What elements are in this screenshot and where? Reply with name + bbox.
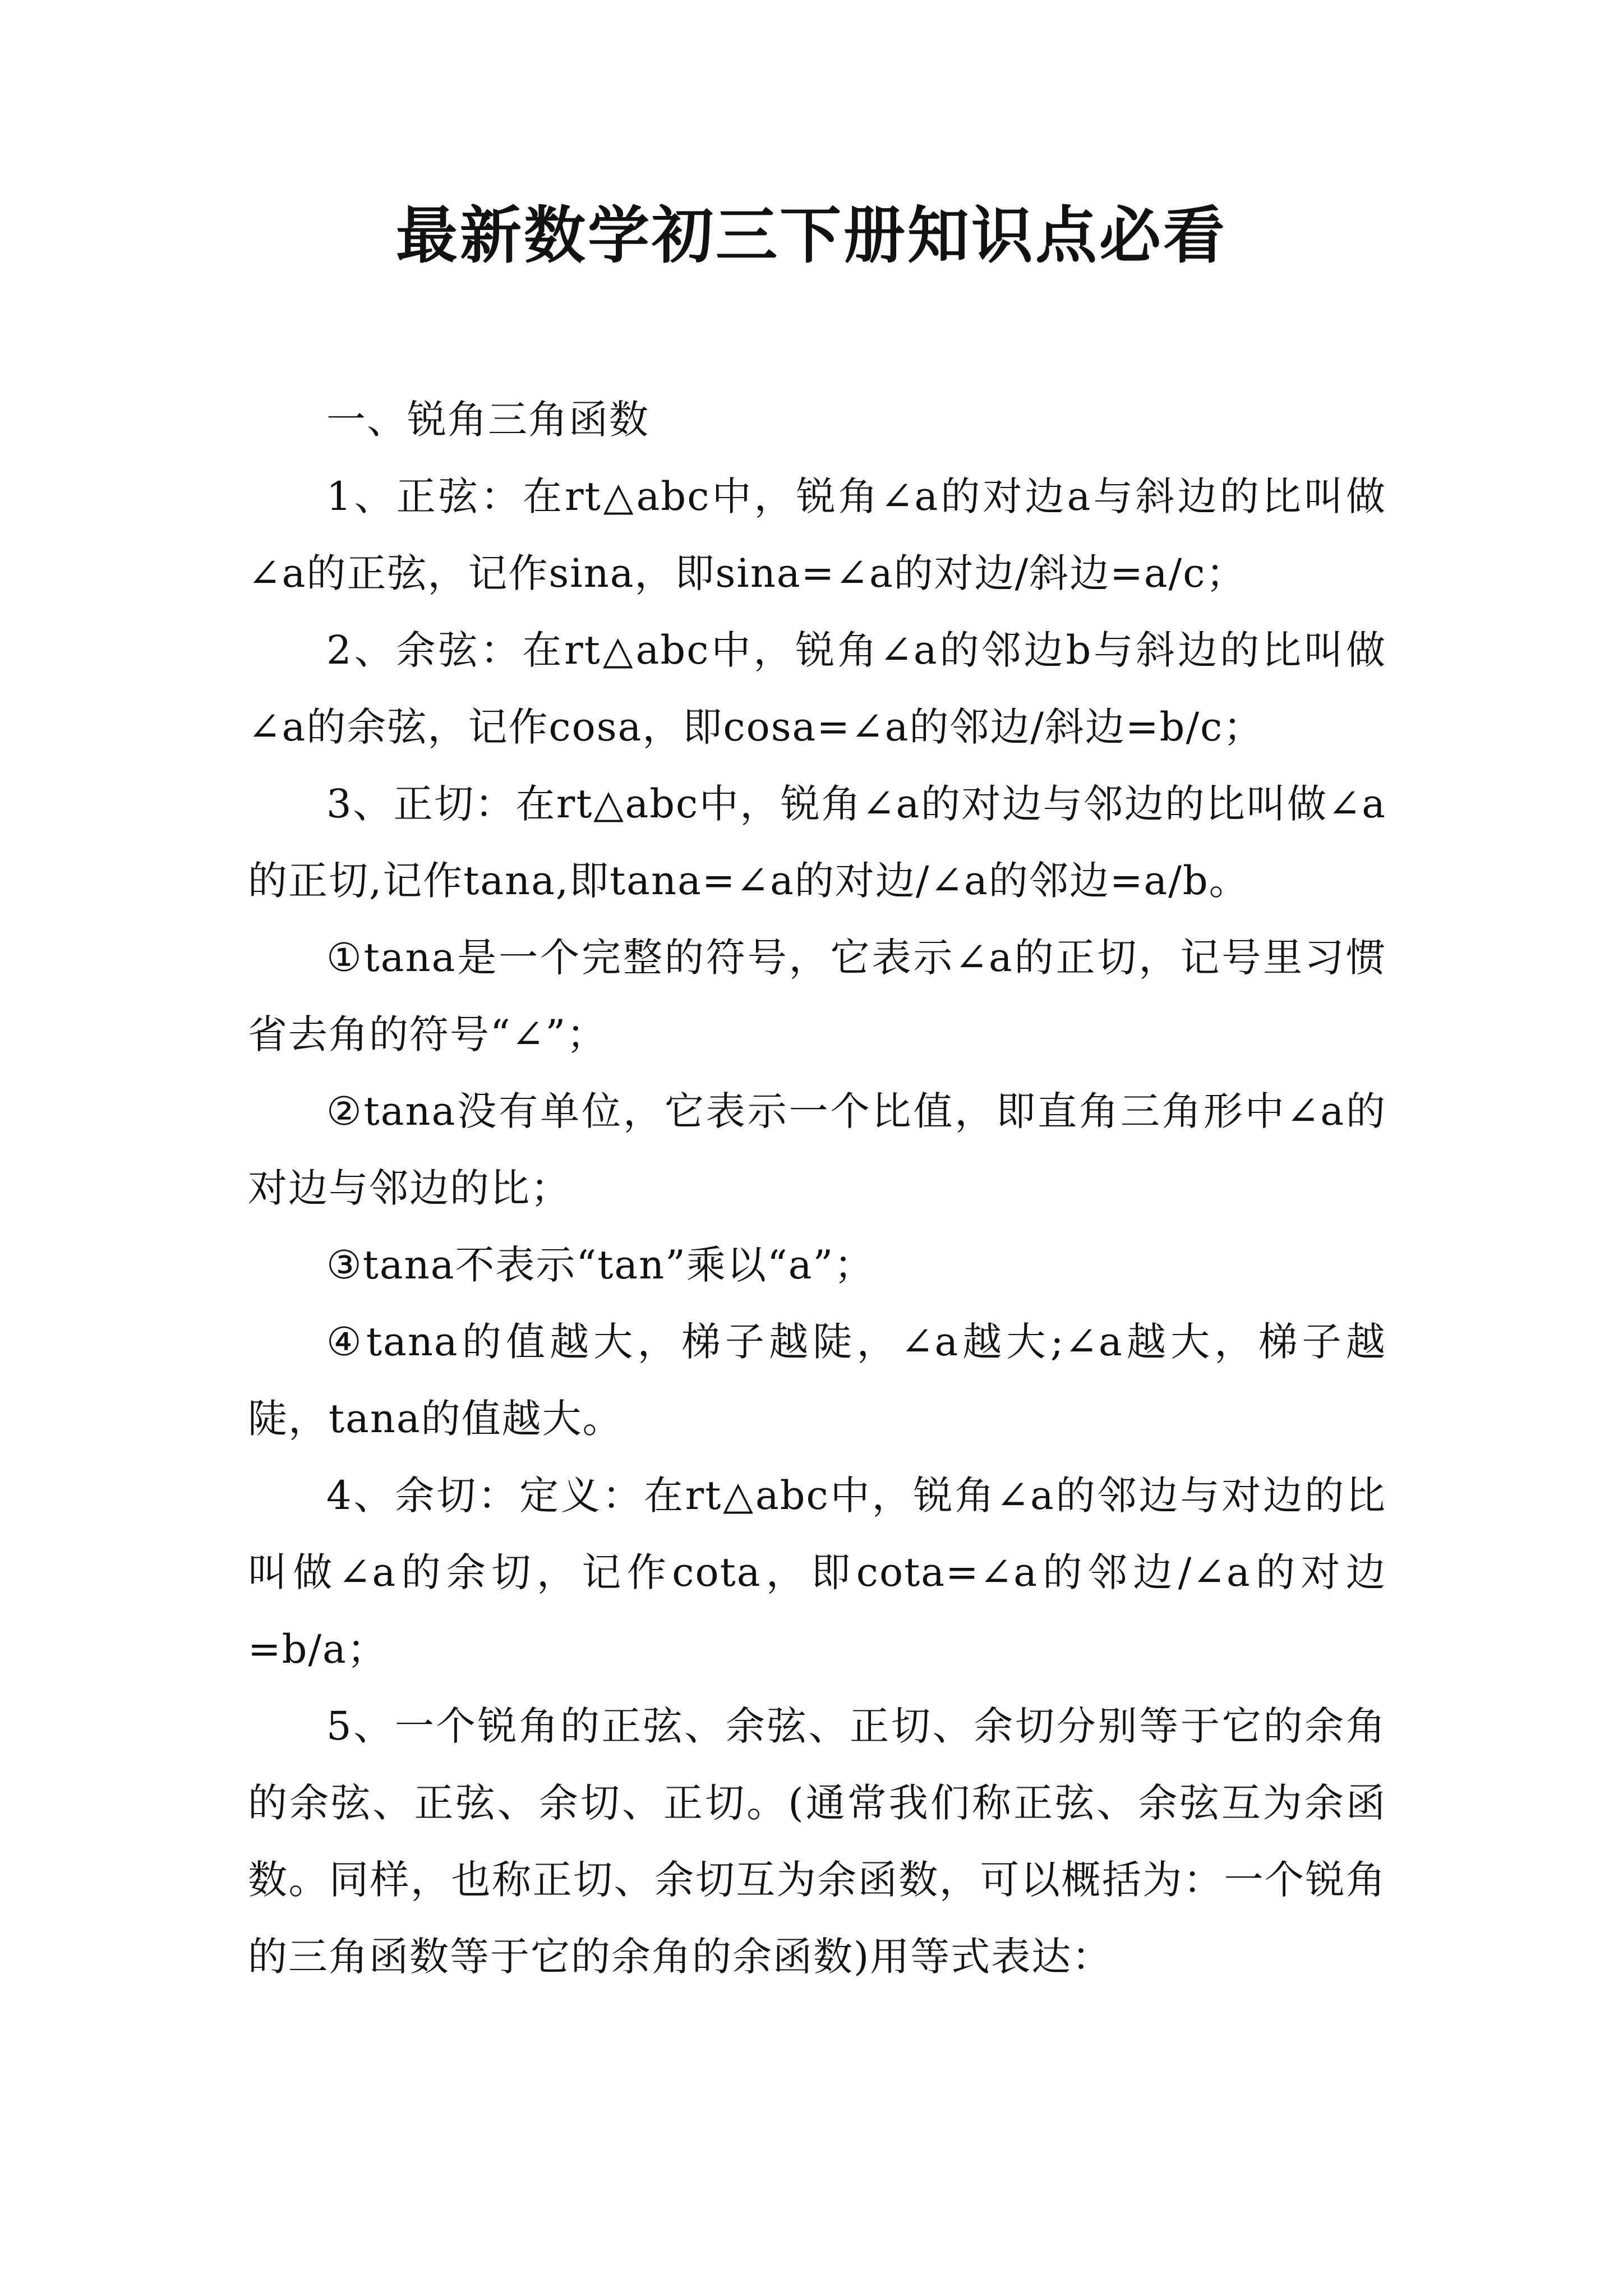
document-title: 最新数学初三下册知识点必看 — [396, 199, 1227, 272]
paragraph-tangent: 3、正切：在rt△abc中，锐角∠a的对边与邻边的比叫做∠a的正切,记作tana,即tana=∠a的对边/∠a的邻边=a/b。 — [248, 781, 1386, 904]
paragraph-cosine: 2、余弦：在rt△abc中，锐角∠a的邻边b与斜边的比叫做∠a的余弦，记作cosa，即cosa=∠a的邻边/斜边=b/c； — [248, 627, 1386, 750]
section-heading: 一、锐角三角函数 — [326, 397, 649, 443]
paragraph-note-4: ④tana的值越大，梯子越陡，∠a越大;∠a越大，梯子越陡，tana的值越大。 — [248, 1319, 1386, 1442]
paragraph-complementary: 5、一个锐角的正弦、余弦、正切、余切分别等于它的余角的余弦、正弦、余切、正切。(通常我们称正弦、余弦互为余函数。同样，也称正切、余切互为余函数，可以概括为：一个锐角的三角函数等于它的余角的余函数)用等式表达： — [248, 1703, 1386, 1980]
paragraph-note-2: ②tana没有单位，它表示一个比值，即直角三角形中∠a的对边与邻边的比； — [248, 1088, 1386, 1211]
document-body — [248, 381, 1386, 1995]
paragraph-note-3: ③tana不表示“tan”乘以“a”； — [326, 1242, 875, 1288]
paragraph-sine: 1、正弦：在rt△abc中，锐角∠a的对边a与斜边的比叫做∠a的正弦，记作sina，即sina=∠a的对边/斜边=a/c； — [248, 473, 1386, 596]
paragraph-cotangent: 4、余切：定义：在rt△abc中，锐角∠a的邻边与对边的比叫做∠a的余切，记作cota，即cota=∠a的邻边/∠a的对边=b/a； — [248, 1473, 1386, 1672]
paragraph-note-1: ①tana是一个完整的符号，它表示∠a的正切，记号里习惯省去角的符号“∠”； — [248, 935, 1386, 1057]
